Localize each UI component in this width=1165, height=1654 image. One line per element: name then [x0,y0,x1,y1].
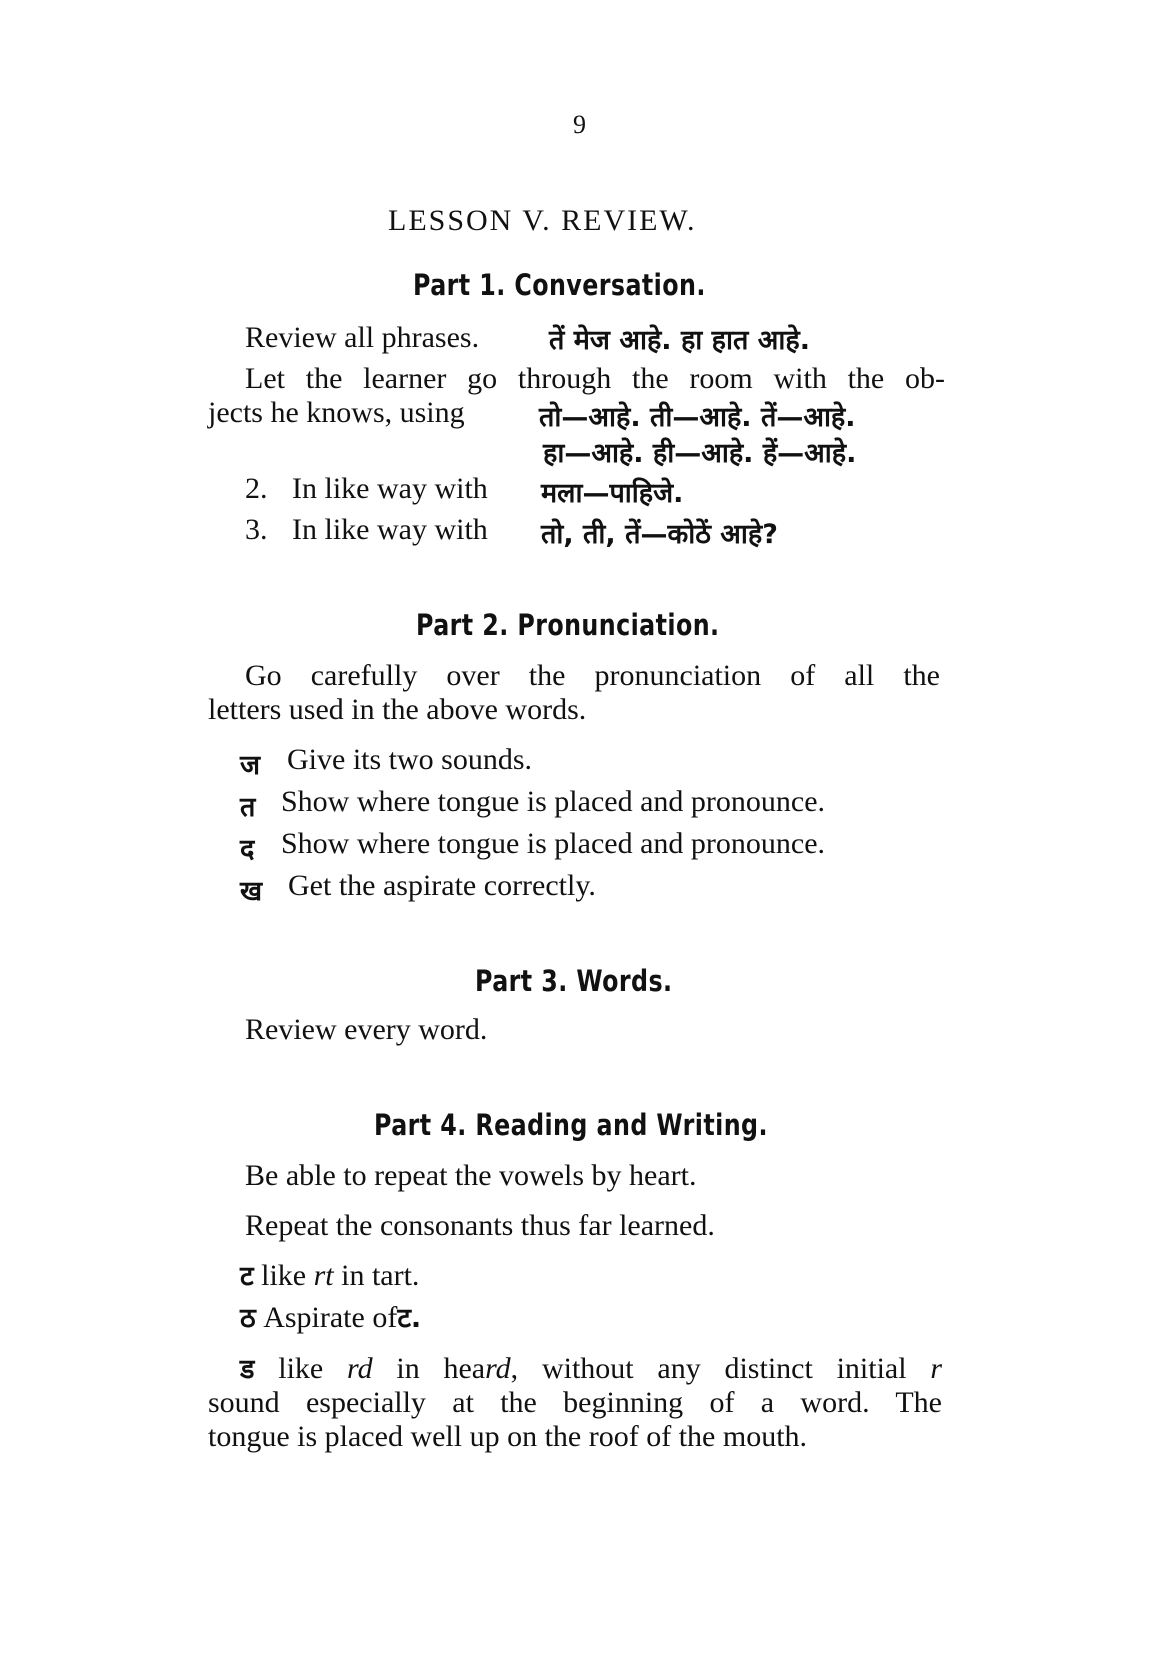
letter-ja-note: Give its two sounds. [287,743,533,776]
letter-dda-line2: sound especially at the beginning of a word. The [208,1386,942,1419]
letter-tta-example: rt [313,1259,334,1292]
letter-dda-mid: in hea [396,1352,486,1385]
part3-text: Review every word. [245,1013,488,1046]
part1-line3-devanagari: तो—आहे. ती—आहे. तें—आहे. [539,402,856,433]
letter-tta-rest: in tart. [341,1259,420,1292]
page-number: 9 [573,110,586,139]
letter-ttha: ठ [240,1303,256,1334]
item2-text: In like way with [292,472,488,505]
letter-ttha-text: Aspirate of [263,1301,398,1334]
letter-tta-like: like [261,1259,307,1292]
letter-kha: ख [240,876,263,907]
part1-line1-text: Review all phrases. [245,321,480,354]
part3-heading: Part 3. Words. [475,964,673,998]
item2-devanagari: मला—पाहिजे. [541,478,684,509]
letter-dda-like: like [278,1352,324,1385]
part4-line1: Be able to repeat the vowels by heart. [245,1159,697,1192]
item2-number: 2. [245,472,268,505]
item3-number: 3. [245,513,268,546]
letter-da-note: Show where tongue is placed and pronounce. [281,827,826,860]
letter-ttha-line [240,1301,421,1336]
letter-dda-example2: rd [485,1352,511,1385]
item3-text: In like way with [292,513,488,546]
letter-ttha-ref: ट. [397,1303,422,1334]
letter-dda-line3: tongue is placed well up on the roof of the mouth. [208,1420,808,1453]
item3-devanagari: तो, ती, तें—कोठें आहे? [541,519,778,550]
part2-para-line1: Go carefully over the pronunciation of all the [245,659,940,692]
part1-line1-devanagari: तें मेज आहे. हा हात आहे. [549,325,810,356]
letter-dda-r: r [930,1352,943,1385]
part4-line2: Repeat the consonants thus far learned. [245,1209,715,1242]
part1-line2-text: Let the learner go through the room with the ob- [245,362,945,395]
letter-ta: त [240,792,256,823]
part1-heading: Part 1. Conversation. [413,268,706,302]
letter-dda: ड [240,1354,255,1385]
letter-tta: ट [240,1261,254,1292]
letter-ja: ज [240,750,261,781]
letter-kha-note: Get the aspirate correctly. [288,869,596,902]
part1-line4-devanagari: हा—आहे. ही—आहे. हें—आहे. [543,438,857,469]
letter-ta-note: Show where tongue is placed and pronounce. [281,785,826,818]
part2-para-line2: letters used in the above words. [208,693,587,726]
lesson-title: LESSON V. REVIEW. [388,204,697,237]
part1-line3-text: jects he knows, using [208,396,465,429]
letter-dda-line1 [240,1352,942,1387]
letter-da: द [240,834,255,865]
letter-tta-line [240,1259,419,1294]
part2-heading: Part 2. Pronunciation. [416,608,720,642]
letter-dda-example: rd [347,1352,373,1385]
letter-dda-rest: , without any distinct initial [510,1352,907,1385]
part4-heading: Part 4. Reading and Writing. [374,1108,768,1142]
